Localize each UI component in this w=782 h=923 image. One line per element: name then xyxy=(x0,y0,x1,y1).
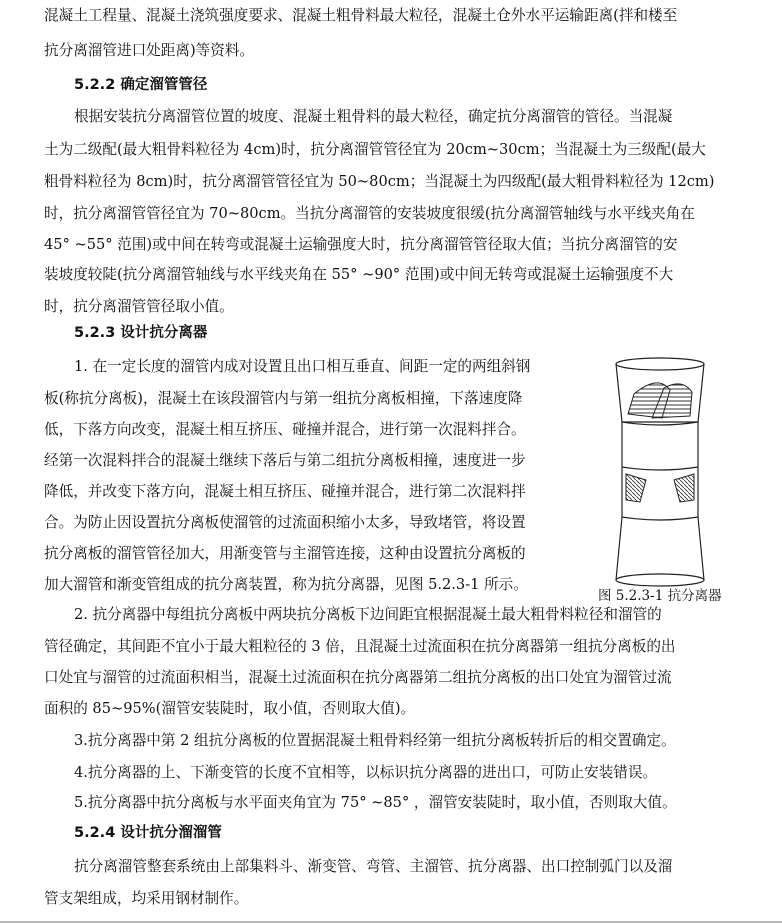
paragraph-line: 管支架组成，均采用钢材制作。 xyxy=(44,890,249,907)
section-heading: 5.2.2 确定溜管管径 xyxy=(74,77,208,93)
paragraph-line: 加大溜管和渐变管组成的抗分离装置，称为抗分离器，见图 5.2.3-1 所示。 xyxy=(44,576,528,593)
paragraph-line: 板(称抗分离板)，混凝土在该段溜管内与第一组抗分离板相撞，下落速度降 xyxy=(44,390,523,407)
paragraph-line: 时，抗分离溜管管径取小值。 xyxy=(44,298,234,315)
lower-plates xyxy=(626,474,694,502)
paragraph-line: 3.抗分离器中第 2 组抗分离板的位置据混凝土粗骨料经第一组抗分离板转折后的相交置确定。 xyxy=(74,732,676,749)
paragraph-line: 装坡度较陡(抗分离溜管轴线与水平线夹角在 55° ~90° 范围)或中间无转弯或混凝土运输强度不大 xyxy=(44,266,674,283)
paragraph-line: 抗分离溜管进口处距离)等资料。 xyxy=(44,42,255,59)
figure-caption: 图 5.2.3-1 抗分离器 xyxy=(598,588,722,604)
paragraph-line: 抗分离板的溜管管径加大，用渐变管与主溜管连接，这种由设置抗分离板的 xyxy=(44,545,526,562)
paragraph-line: 5.抗分离器中抗分离板与水平面夹角宜为 75° ~85° ，溜管安装陡时，取小值，否则取大值。 xyxy=(74,794,677,811)
paragraph-line: 根据安装抗分离溜管位置的坡度、混凝土粗骨料的最大粒径，确定抗分离溜管的管径。当混凝 xyxy=(74,108,673,125)
paragraph-line: 4.抗分离器的上、下渐变管的长度不宜相等，以标识抗分离器的进出口，可防止安装错误。 xyxy=(74,764,658,781)
paragraph-line: 抗分离溜管整套系统由上部集料斗、渐变管、弯管、主溜管、抗分离器、出口控制弧门以及溜 xyxy=(74,858,673,875)
paragraph-line: 土为二级配(最大粗骨料粒径为 4cm)时，抗分离溜管管径宜为 20cm~30cm；当混凝土为三级配(最大 xyxy=(44,141,706,158)
paragraph-line: 2. 抗分离器中每组抗分离板中两块抗分离板下边间距宜根据混凝土最大粗骨料粒径和溜管的 xyxy=(74,606,662,623)
section-heading: 5.2.4 设计抗分溜溜管 xyxy=(74,825,222,841)
paragraph-line: 合。为防止因设置抗分离板使溜管的过流面积缩小太多，导致堵管，将设置 xyxy=(44,514,526,531)
paragraph-line: 经第一次混料拌合的混凝土继续下落后与第二组抗分离板相撞，速度进一步 xyxy=(44,452,526,469)
section-heading: 5.2.3 设计抗分离器 xyxy=(74,325,208,341)
paragraph-line: 管径确定，其间距不宜小于最大粗粒径的 3 倍，且混凝土过流面积在抗分离器第一组抗分离板的出 xyxy=(44,638,676,655)
paragraph-line: 粗骨料粒径为 8cm)时，抗分离溜管管径宜为 50~80cm；当混凝土为四级配(最大粗骨料粒径为 12cm) xyxy=(44,173,715,190)
paragraph-line: 45° ~55° 范围)或中间在转弯或混凝土运输强度大时，抗分离溜管管径取大值；当抗分离溜管的安 xyxy=(44,236,678,253)
paragraph-line: 口处宜与溜管的过流面积相当，混凝土过流面积在抗分离器第二组抗分离板的出口处宜为溜管过流 xyxy=(44,669,672,686)
anti-segregation-device-figure xyxy=(592,352,742,607)
paragraph-line: 混凝土工程量、混凝土浇筑强度要求、混凝土粗骨料最大粒径，混凝土仓外水平运输距离(拌和楼至 xyxy=(44,7,678,24)
paragraph-line: 时，抗分离溜管管径宜为 70~80cm。当抗分离溜管的安装坡度很缓(抗分离溜管轴线与水平线夹角在 xyxy=(44,205,695,222)
paragraph-line: 低，下落方向改变，混凝土相互挤压、碰撞并混合，进行第一次混料拌合。 xyxy=(44,421,526,438)
paragraph-line: 面积的 85~95%(溜管安装陡时，取小值，否则取大值)。 xyxy=(44,700,416,717)
paragraph-line: 降低，并改变下落方向，混凝土相互挤压、碰撞并混合，进行第二次混料拌 xyxy=(44,483,526,500)
paragraph-line: 1. 在一定长度的溜管内成对设置且出口相互垂直、间距一定的两组斜钢 xyxy=(74,358,531,375)
upper-plates xyxy=(628,383,692,418)
